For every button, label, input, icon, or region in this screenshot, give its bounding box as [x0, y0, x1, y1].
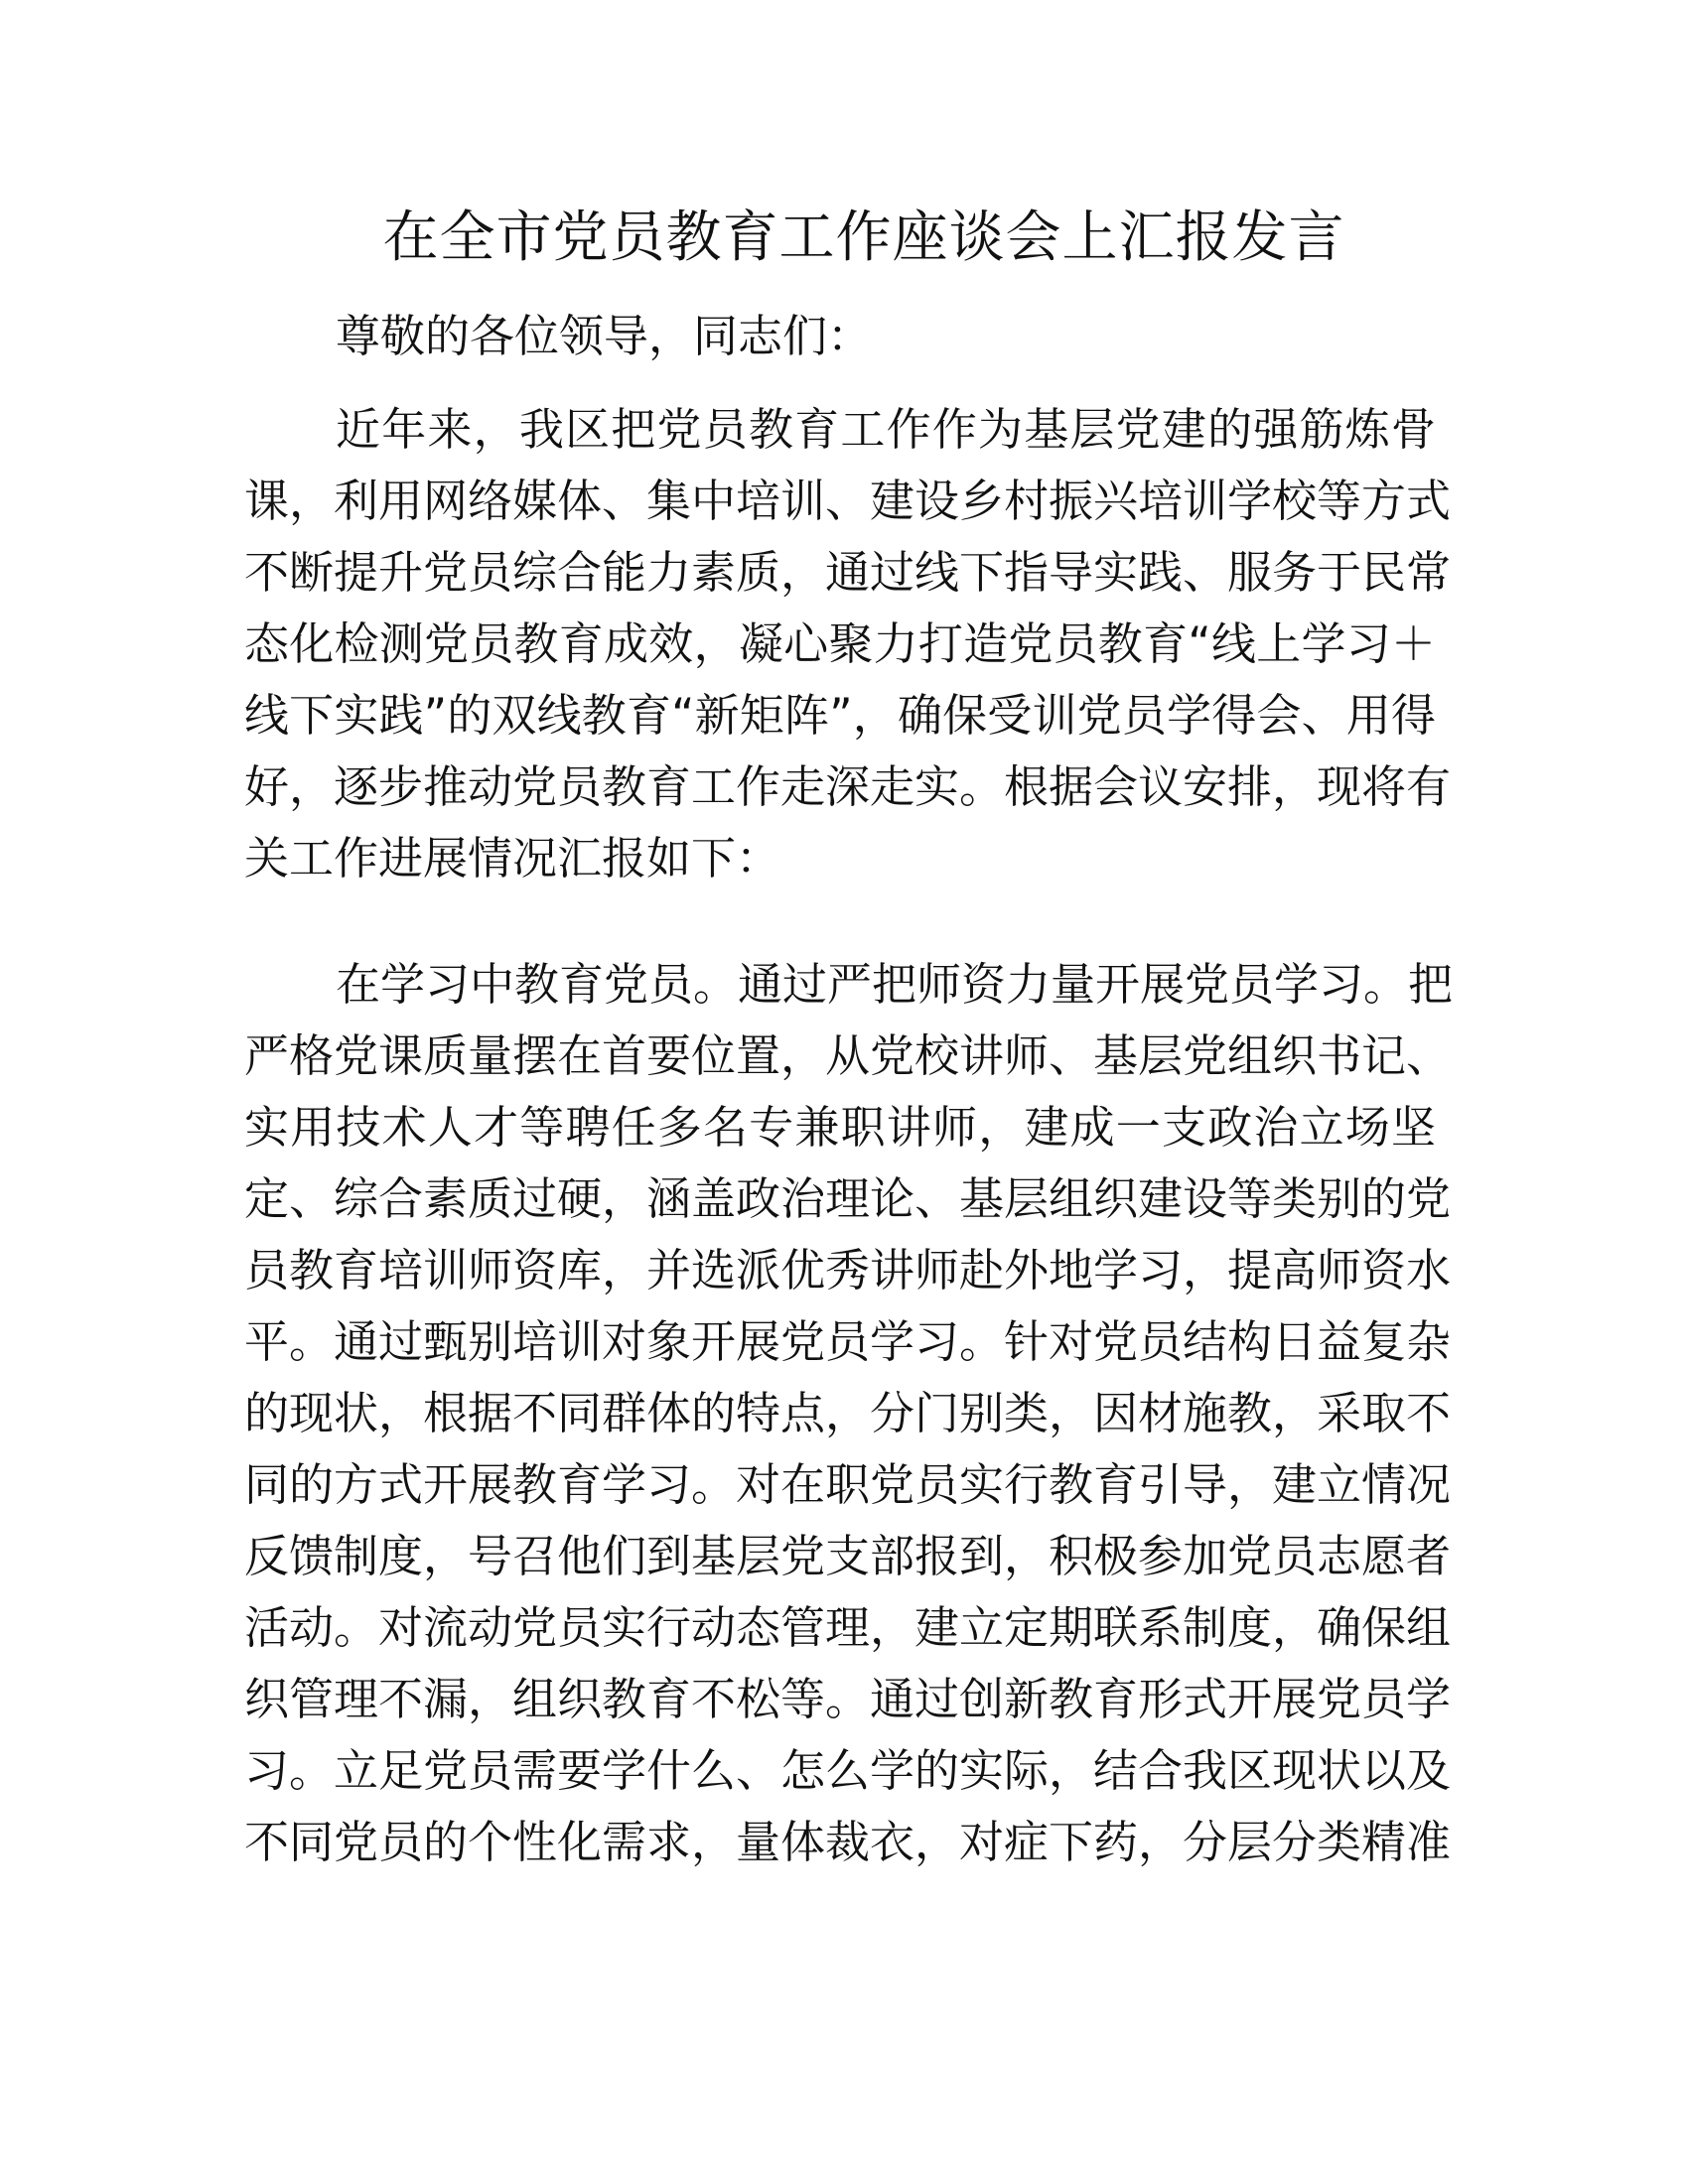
text-line: 平。通过甄别培训对象开展党员学习。针对党员结构日益复杂: [244, 1315, 1452, 1368]
text-line: 反馈制度，号召他们到基层党支部报到，积极参加党员志愿者: [244, 1530, 1452, 1582]
text-line: 定、综合素质过硬，涵盖政治理论、基层组织建设等类别的党: [244, 1172, 1452, 1225]
text-line: 实用技术人才等聘任多名专兼职讲师，建成一支政治立场坚: [244, 1101, 1436, 1154]
text-line: 习。立足党员需要学什么、怎么学的实际，结合我区现状以及: [244, 1744, 1452, 1797]
text-line: 严格党课质量摆在首要位置，从党校讲师、基层党组织书记、: [244, 1029, 1452, 1082]
document-title: 在全市党员教育工作座谈会上汇报发言: [382, 205, 1345, 270]
text-line: 的现状，根据不同群体的特点，分门别类，因材施教，采取不: [244, 1387, 1452, 1439]
greeting: 尊敬的各位领导，同志们：: [336, 310, 873, 362]
text-line: 课，利用网络媒体、集中培训、建设乡村振兴培训学校等方式: [244, 475, 1452, 527]
text-line: 关工作进展情况汇报如下：: [244, 832, 781, 885]
text-line: 近年来，我区把党员教育工作作为基层党建的强筋炼骨: [336, 403, 1436, 456]
text-line: 员教育培训师资库，并选派优秀讲师赴外地学习，提高师资水: [244, 1244, 1452, 1297]
text-line: 活动。对流动党员实行动态管理，建立定期联系制度，确保组: [244, 1601, 1452, 1654]
text-line: 态化检测党员教育成效，凝心聚力打造党员教育“线上学习＋: [244, 617, 1436, 670]
text-line: 好，逐步推动党员教育工作走深走实。根据会议安排，现将有: [244, 760, 1452, 813]
text-line: 不同党员的个性化需求，量体裁衣，对症下药，分层分类精准: [244, 1816, 1452, 1868]
text-line: 织管理不漏，组织教育不松等。通过创新教育形式开展党员学: [244, 1673, 1452, 1725]
paragraph-intro: [244, 394, 1452, 894]
text-line: 线下实践”的双线教育“新矩阵”，确保受训党员学得会、用得: [244, 689, 1436, 742]
document-body: [244, 394, 1454, 1933]
text-line: 同的方式开展教育学习。对在职党员实行教育引导，建立情况: [244, 1458, 1452, 1511]
paragraph-learning: [244, 949, 1454, 1878]
text-line: 不断提升党员综合能力素质，通过线下指导实践、服务于民常: [244, 546, 1452, 599]
text-line: 在学习中教育党员。通过严把师资力量开展党员学习。把: [336, 958, 1454, 1011]
